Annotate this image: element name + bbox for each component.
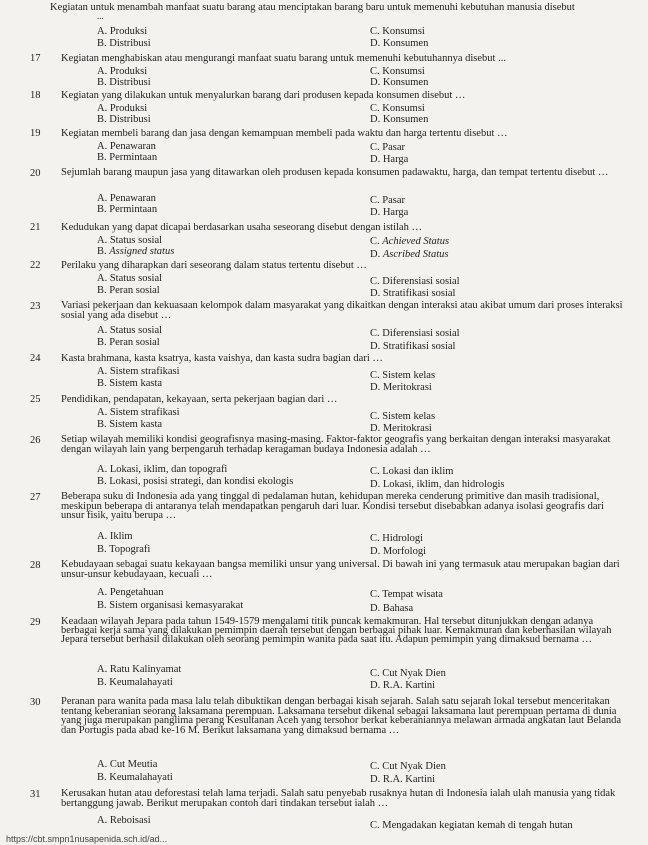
q16-option-a[interactable]: A. Produksi <box>97 26 148 37</box>
q28-option-d[interactable]: D. Bahasa <box>370 603 414 614</box>
footer-url[interactable]: https://cbt.smpn1nusapenida.sch.id/ad... <box>6 834 168 844</box>
q21-option-b[interactable] <box>97 246 174 258</box>
q30-option-b[interactable]: B. Keumalahayati <box>97 772 173 783</box>
q23-option-a[interactable]: A. Status sosial <box>97 325 163 336</box>
q22-option-a[interactable]: A. Status sosial <box>97 273 163 284</box>
q27-option-c[interactable]: C. Hidrologi <box>370 533 424 544</box>
q31-option-a[interactable]: A. Reboisasi <box>97 815 151 826</box>
q21-option-c-prefix: C. <box>370 236 383 247</box>
q21-option-c-label: Achieved Status <box>382 236 450 247</box>
q27-option-a[interactable]: A. Iklim <box>97 531 133 542</box>
q18-option-c[interactable]: C. Konsumsi <box>370 103 425 114</box>
q24-option-d[interactable]: D. Meritokrasi <box>370 382 432 393</box>
q27-text: Beberapa suku di Indonesia ada yang tinggal di pedalaman hutan, kehidupan mereka cenderung primitive dan masih tradisional, meskipun beberapa di antaranya telah mendapatkan pengaruh dari luar. Kondisi tersebut disebabkan adanya isolasi geografis dari unsur fisik, yaitu berupa … <box>61 491 604 521</box>
q16-option-c[interactable]: C. Konsumsi <box>370 26 425 37</box>
q29-option-b[interactable]: B. Keumalahayati <box>97 677 173 688</box>
q28-option-b[interactable]: B. Sistem organisasi kemasyarakat <box>97 600 244 611</box>
q22-option-c[interactable]: C. Diferensiasi sosial <box>370 276 460 287</box>
q26-option-a[interactable]: A. Lokasi, iklim, dan topografi <box>97 464 228 475</box>
q22-text: Perilaku yang diharapkan dari seseorang dalam status tertentu disebut … <box>61 260 367 271</box>
q29-text: Keadaan wilayah Jepara pada tahun 1549-1579 mengalami titik puncak kemakmuran. Hal tersebut ditunjukkan dengan adanya berbagai kerja sama yang dilakukan pemimpin daerah tersebut dengan berbagai pihak luar. Kemakmuran dan keberhasilan wilayah Jepara tersebut berhasil dilakukan oleh seorang pemimpin wanita pada saat itu. Adapun pemimpin yang dimaksud bernama … <box>61 616 612 645</box>
q25-text: Pendidikan, pendapatan, kekayaan, serta pekerjaan bagian dari … <box>61 394 338 405</box>
q29-option-d[interactable]: D. R.A. Kartini <box>370 680 436 691</box>
q21-option-b-label: Assigned status <box>109 246 175 257</box>
q30-text: Peranan para wanita pada masa lalu telah dibuktikan dengan berbagai kisah sejarah. Salah satu sejarah lokal tersebut menceritakan tentang keberanian seorang laksamana perempuan. Laksamana tersebut dikenal sebagai laksamana laut perempuan pertama di dunia yang juga merupakan panglima perang Kesultanan Aceh yang tersohor berkat keberaniannya melawan armada angkatan laut Belanda dan Portugis pada abad ke-16 M. Berikut laksamana yang dimaksud bernama … <box>61 696 622 736</box>
q24-text: Kasta brahmana, kasta ksatrya, kasta vaishya, dan kasta sudra bagian dari … <box>61 353 383 364</box>
q26-option-b[interactable]: B. Lokasi, posisi strategi, dan kondisi ekologis <box>97 476 294 487</box>
q30-option-d[interactable]: D. R.A. Kartini <box>370 774 436 785</box>
q30-option-c[interactable]: C. Cut Nyak Dien <box>370 761 446 772</box>
question-16-ellipsis: ... <box>97 11 104 21</box>
q19-text: Kegiatan membeli barang dan jasa dengan kemampuan membeli pada waktu dan harga tertentu disebut … <box>61 128 508 139</box>
q22-option-d[interactable]: D. Stratifikasi sosial <box>370 288 456 299</box>
q31-text: Kerusakan hutan atau deforestasi telah lama terjadi. Salah satu penyebab rusaknya hutan di Indonesia ialah ulah manusia yang tidak bertanggung jawab. Berikut merupakan contoh dari tindakan tersebut ialah … <box>61 788 616 809</box>
q31-number: 31 <box>30 789 41 800</box>
q17-number: 17 <box>30 53 41 64</box>
q28-text: Kebudayaan sebagai suatu kekayaan bangsa memiliki unsur yang universal. Di bawah ini yang termasuk atau merupakan bagian dari unsur-unsur kebudayaan, kecuali … <box>61 559 620 580</box>
q26-option-d[interactable]: D. Lokasi, iklim, dan hidrologis <box>370 479 505 490</box>
q17-text: Kegiatan menghabiskan atau mengurangi manfaat suatu barang untuk memenuhi kebutuhannya disebut ... <box>61 53 506 64</box>
q17-option-a[interactable]: A. Produksi <box>97 66 148 77</box>
q21-option-d-prefix: D. <box>370 249 383 260</box>
q30-number: 30 <box>30 697 41 708</box>
q27-option-b[interactable]: B. Topografi <box>97 544 151 555</box>
q23-option-b[interactable]: B. Peran sosial <box>97 337 160 348</box>
q27-number: 27 <box>30 492 41 503</box>
q20-option-b[interactable]: B. Permintaan <box>97 204 158 215</box>
q16-option-b[interactable]: B. Distribusi <box>97 38 151 49</box>
q28-option-a[interactable]: A. Pengetahuan <box>97 587 164 598</box>
q23-text: Variasi pekerjaan dan kekuasaan kelompok dalam masyarakat yang dikaitkan dengan interaksi atau akibat umum dari proses interaksi sosial yang ada disebut … <box>61 300 623 321</box>
q21-option-a[interactable]: A. Status sosial <box>97 235 163 246</box>
q18-number: 18 <box>30 90 41 101</box>
q19-option-a[interactable]: A. Penawaran <box>97 141 156 152</box>
q18-option-b[interactable]: B. Distribusi <box>97 114 151 125</box>
q26-number: 26 <box>30 435 41 446</box>
q25-option-b[interactable]: B. Sistem kasta <box>97 419 163 430</box>
q19-number: 19 <box>30 128 41 139</box>
q24-number: 24 <box>30 353 41 364</box>
q24-option-a[interactable]: A. Sistem strafikasi <box>97 366 180 377</box>
q28-number: 28 <box>30 560 41 571</box>
q22-number: 22 <box>30 260 41 271</box>
q23-option-d[interactable]: D. Stratifikasi sosial <box>370 341 456 352</box>
q16-option-d[interactable]: D. Konsumen <box>370 38 429 49</box>
q23-option-c[interactable]: C. Diferensiasi sosial <box>370 328 460 339</box>
q21-option-c[interactable] <box>370 236 449 248</box>
q17-option-c[interactable]: C. Konsumsi <box>370 66 425 77</box>
q30-option-a[interactable]: A. Cut Meutia <box>97 759 158 770</box>
q20-text: Sejumlah barang maupun jasa yang ditawarkan oleh produsen kepada konsumen padawaktu, harga, dan tempat tertentu disebut … <box>61 167 609 178</box>
q26-text: Setiap wilayah memiliki kondisi geografisnya masing-masing. Faktor-faktor geografis yang berkaitan dengan interaksi masyarakat dengan wilayah lain yang berpengaruh terhadap keragaman budaya Indonesia adalah … <box>61 434 611 455</box>
q25-option-a[interactable]: A. Sistem strafikasi <box>97 407 180 418</box>
q21-option-d-label: Ascribed Status <box>382 249 449 260</box>
q29-option-c[interactable]: C. Cut Nyak Dien <box>370 668 446 679</box>
q19-option-d[interactable]: D. Harga <box>370 154 409 165</box>
q21-text: Kedudukan yang dapat dicapai berdasarkan usaha seseorang disebut dengan istilah … <box>61 222 422 233</box>
q18-option-d[interactable]: D. Konsumen <box>370 114 429 125</box>
q25-number: 25 <box>30 394 41 405</box>
q25-option-d[interactable]: D. Meritokrasi <box>370 423 432 434</box>
q28-option-c[interactable]: C. Tempat wisata <box>370 589 443 600</box>
q24-option-c[interactable]: C. Sistem kelas <box>370 370 436 381</box>
q31-option-c[interactable]: C. Mengadakan kegiatan kemah di tengah hutan <box>370 820 573 831</box>
q29-option-a[interactable]: A. Ratu Kalinyamat <box>97 664 182 675</box>
q21-number: 21 <box>30 222 41 233</box>
q20-number: 20 <box>30 168 41 179</box>
q19-option-c[interactable]: C. Pasar <box>370 142 405 153</box>
q20-option-a[interactable]: A. Penawaran <box>97 193 156 204</box>
question-16-text: Kegiatan untuk menambah manfaat suatu barang atau menciptakan barang baru untuk memenuhi kebutuhan manusia disebut <box>50 2 575 13</box>
q22-option-b[interactable]: B. Peran sosial <box>97 285 160 296</box>
q29-number: 29 <box>30 617 41 628</box>
q24-option-b[interactable]: B. Sistem kasta <box>97 378 163 389</box>
q19-option-b[interactable]: B. Permintaan <box>97 152 158 163</box>
q18-option-a[interactable]: A. Produksi <box>97 103 148 114</box>
q17-option-b[interactable]: B. Distribusi <box>97 77 151 88</box>
q23-number: 23 <box>30 301 41 312</box>
q20-option-c[interactable]: C. Pasar <box>370 195 405 206</box>
q21-option-b-prefix: B. <box>97 246 110 257</box>
q26-option-c[interactable]: C. Lokasi dan iklim <box>370 466 454 477</box>
q18-text: Kegiatan yang dilakukan untuk menyalurkan barang dari produsen kepada konsumen disebut … <box>61 90 466 101</box>
q20-option-d[interactable]: D. Harga <box>370 207 409 218</box>
q27-option-d[interactable]: D. Morfologi <box>370 546 426 557</box>
q25-option-c[interactable]: C. Sistem kelas <box>370 411 436 422</box>
q17-option-d[interactable]: D. Konsumen <box>370 77 429 88</box>
